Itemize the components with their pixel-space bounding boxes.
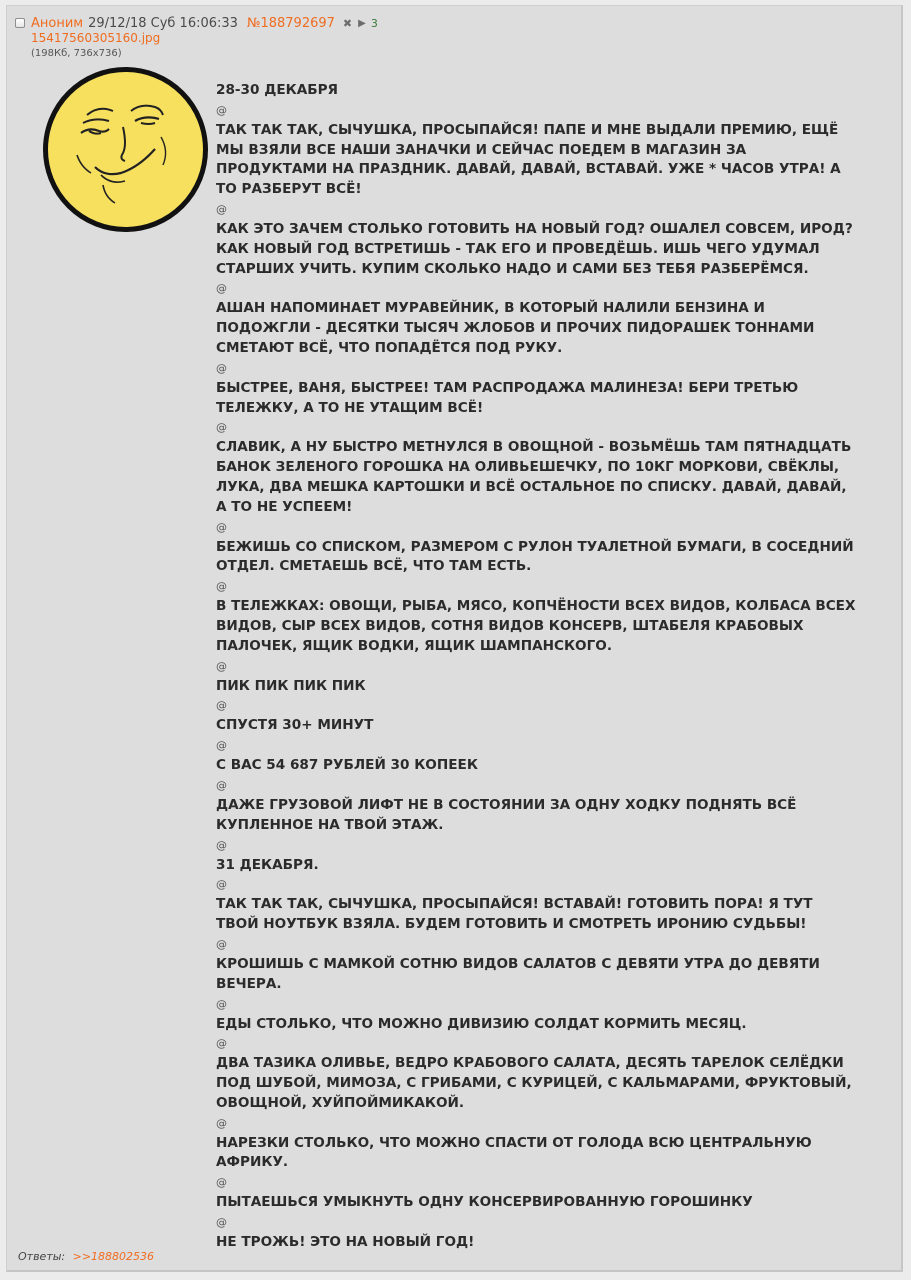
message-paragraph: 31 ДЕКАБРЯ. xyxy=(216,856,319,873)
post-thumbnail[interactable] xyxy=(43,67,208,232)
message-paragraph: СПУСТЯ 30+ МИНУТ xyxy=(216,717,374,734)
message-separator: @ xyxy=(216,1037,227,1051)
reply-link[interactable]: >>188802536 xyxy=(72,1250,155,1263)
message-separator: @ xyxy=(216,202,227,216)
reply-count: 3 xyxy=(370,16,378,30)
message-separator: @ xyxy=(216,659,227,673)
post-number-link[interactable]: №188792697 xyxy=(246,15,335,31)
message-separator: @ xyxy=(216,778,227,792)
message-separator: @ xyxy=(216,580,227,594)
message-separator: @ xyxy=(216,282,227,296)
message-paragraph: ТАК ТАК ТАК, СЫЧУШКА, ПРОСЫПАЙСЯ! ВСТАВАЙ! ГОТОВИТЬ ПОРА! Я ТУТ ТВОЙ НОУТБУК ВЗЯЛА. БУДЕМ ГОТОВИТЬ И СМОТРЕТЬ ИРОНИЮ СУДЬБЫ! xyxy=(216,896,813,933)
message-separator: @ xyxy=(216,103,227,117)
post-message xyxy=(216,81,856,1253)
message-paragraph: БЕЖИШЬ СО СПИСКОМ, РАЗМЕРОМ С РУЛОН ТУАЛЕТНОЙ БУМАГИ, В СОСЕДНИЙ ОТДЕЛ. СМЕТАЕШЬ ВСЁ, ЧТО ТАМ ЕСТЬ. xyxy=(216,538,854,575)
message-separator: @ xyxy=(216,997,227,1011)
message-separator: @ xyxy=(216,520,227,534)
message-paragraph: ПИК ПИК ПИК ПИК xyxy=(216,677,366,694)
message-paragraph: НАРЕЗКИ СТОЛЬКО, ЧТО МОЖНО СПАСТИ ОТ ГОЛОДА ВСЮ ЦЕНТРАЛЬНУЮ АФРИКУ. xyxy=(216,1134,812,1171)
message-separator: @ xyxy=(216,1116,227,1130)
smirking-face-icon xyxy=(43,67,208,232)
replies-section xyxy=(18,1250,154,1263)
message-separator: @ xyxy=(216,739,227,753)
message-paragraph: 28-30 ДЕКАБРЯ xyxy=(216,82,339,98)
message-paragraph: С ВАС 54 687 РУБЛЕЙ 30 КОПЕЕК xyxy=(216,757,478,774)
message-paragraph: ТАК ТАК ТАК, СЫЧУШКА, ПРОСЫПАЙСЯ! ПАПЕ И МНЕ ВЫДАЛИ ПРЕМИЮ, ЕЩЁ МЫ ВЗЯЛИ ВСЕ НАШИ ЗАНАЧКИ И СЕЙЧАС ПОЕДЕМ В МАГАЗИН ЗА ПРОДУКТАМИ НА ПРАЗДНИК. ДАВАЙ, ДАВАЙ, ВСТАВАЙ. УЖЕ * ЧАСОВ УТРА! А ТО РАЗБЕРУТ ВСЁ! xyxy=(216,121,841,198)
message-separator: @ xyxy=(216,1176,227,1190)
message-separator: @ xyxy=(216,838,227,852)
message-separator: @ xyxy=(216,937,227,951)
message-separator: @ xyxy=(216,1216,227,1230)
post-header xyxy=(15,15,378,31)
message-paragraph: НЕ ТРОЖЬ! ЭТО НА НОВЫЙ ГОД! xyxy=(216,1234,475,1251)
message-paragraph: КРОШИШЬ С МАМКОЙ СОТНЮ ВИДОВ САЛАТОВ С ДЕВЯТИ УТРА ДО ДЕВЯТИ ВЕЧЕРА. xyxy=(216,955,820,992)
message-paragraph: АШАН НАПОМИНАЕТ МУРАВЕЙНИК, В КОТОРЫЙ НАЛИЛИ БЕНЗИНА И ПОДОЖГЛИ - ДЕСЯТКИ ТЫСЯЧ ЖЛОБОВ И ПРОЧИХ ПИДОРАШЕК ТОННАМИ СМЕТАЮТ ВСЁ, ЧТО ПОПАДЁТСЯ ПОД РУКУ. xyxy=(216,300,815,356)
post-select-checkbox[interactable] xyxy=(15,18,25,28)
message-paragraph: ДВА ТАЗИКА ОЛИВЬЕ, ВЕДРО КРАБОВОГО САЛАТА, ДЕСЯТЬ ТАРЕЛОК СЕЛЁДКИ ПОД ШУБОЙ, МИМОЗА, С ГРИБАМИ, С КУРИЦЕЙ, С КАЛЬМАРАМИ, ФРУКТОВЫЙ, ОВОЩНОЙ, ХУЙПОЙМИКАКОЙ. xyxy=(216,1055,852,1111)
message-separator: @ xyxy=(216,361,227,375)
post-author: Аноним xyxy=(31,15,84,31)
message-paragraph: КАК ЭТО ЗАЧЕМ СТОЛЬКО ГОТОВИТЬ НА НОВЫЙ ГОД? ОШАЛЕЛ СОВСЕМ, ИРОД? КАК НОВЫЙ ГОД ВСТРЕТИШЬ - ТАК ЕГО И ПРОВЕДЁШЬ. ИШЬ ЧЕГО УДУМАЛ СТАРШИХ УЧИТЬ. КУПИМ СКОЛЬКО НАДО И САМИ БЕЗ ТЕБЯ РАЗБЕРЁМСЯ. xyxy=(216,220,853,277)
message-paragraph: ДАЖЕ ГРУЗОВОЙ ЛИФТ НЕ В СОСТОЯНИИ ЗА ОДНУ ХОДКУ ПОДНЯТЬ ВСЁ КУПЛЕННОЕ НА ТВОЙ ЭТАЖ. xyxy=(216,796,797,833)
message-paragraph: БЫСТРЕЕ, ВАНЯ, БЫСТРЕЕ! ТАМ РАСПРОДАЖА МАЛИНЕЗА! БЕРИ ТРЕТЬЮ ТЕЛЕЖКУ, А ТО НЕ УТАЩИМ ВСЁ! xyxy=(216,379,799,416)
message-separator: @ xyxy=(216,699,227,713)
message-separator: @ xyxy=(216,421,227,435)
replies-label: Ответы: xyxy=(18,1250,66,1263)
hide-post-icon[interactable]: ✖ xyxy=(342,16,353,30)
post xyxy=(6,5,903,1272)
message-paragraph: ПЫТАЕШЬСЯ УМЫКНУТЬ ОДНУ КОНСЕРВИРОВАННУЮ ГОРОШИНКУ xyxy=(216,1194,753,1211)
post-datetime: 29/12/18 Суб 16:06:33 xyxy=(88,15,238,31)
message-paragraph: ЕДЫ СТОЛЬКО, ЧТО МОЖНО ДИВИЗИЮ СОЛДАТ КОРМИТЬ МЕСЯЦ. xyxy=(216,1015,747,1032)
expand-arrow-icon[interactable]: ▶ xyxy=(358,17,366,29)
file-name-link[interactable]: 15417560305160.jpg xyxy=(31,31,161,45)
message-separator: @ xyxy=(216,878,227,892)
message-paragraph: В ТЕЛЕЖКАХ: ОВОЩИ, РЫБА, МЯСО, КОПЧЁНОСТИ ВСЕХ ВИДОВ, КОЛБАСА ВСЕХ ВИДОВ, СЫР ВСЕХ ВИДОВ, СОТНЯ ВИДОВ КОНСЕРВ, ШТАБЕЛЯ КРАБОВЫХ ПАЛОЧЕК, ЯЩИК ВОДКИ, ЯЩИК ШАМПАНСКОГО. xyxy=(216,598,856,654)
message-paragraph: СЛАВИК, А НУ БЫСТРО МЕТНУЛСЯ В ОВОЩНОЙ - ВОЗЬМЁШЬ ТАМ ПЯТНАДЦАТЬ БАНОК ЗЕЛЕНОГО ГОРОШКА НА ОЛИВЬЕШЕЧКУ, ПО 10КГ МОРКОВИ, СВЁКЛЫ, ЛУКА, ДВА МЕШКА КАРТОШКИ И ВСЁ ОСТАЛЬНОЕ ПО СПИСКУ. ДАВАЙ, ДАВАЙ, А ТО НЕ УСПЕЕМ! xyxy=(216,439,852,515)
file-meta: (198Кб, 736x736) xyxy=(31,48,122,59)
